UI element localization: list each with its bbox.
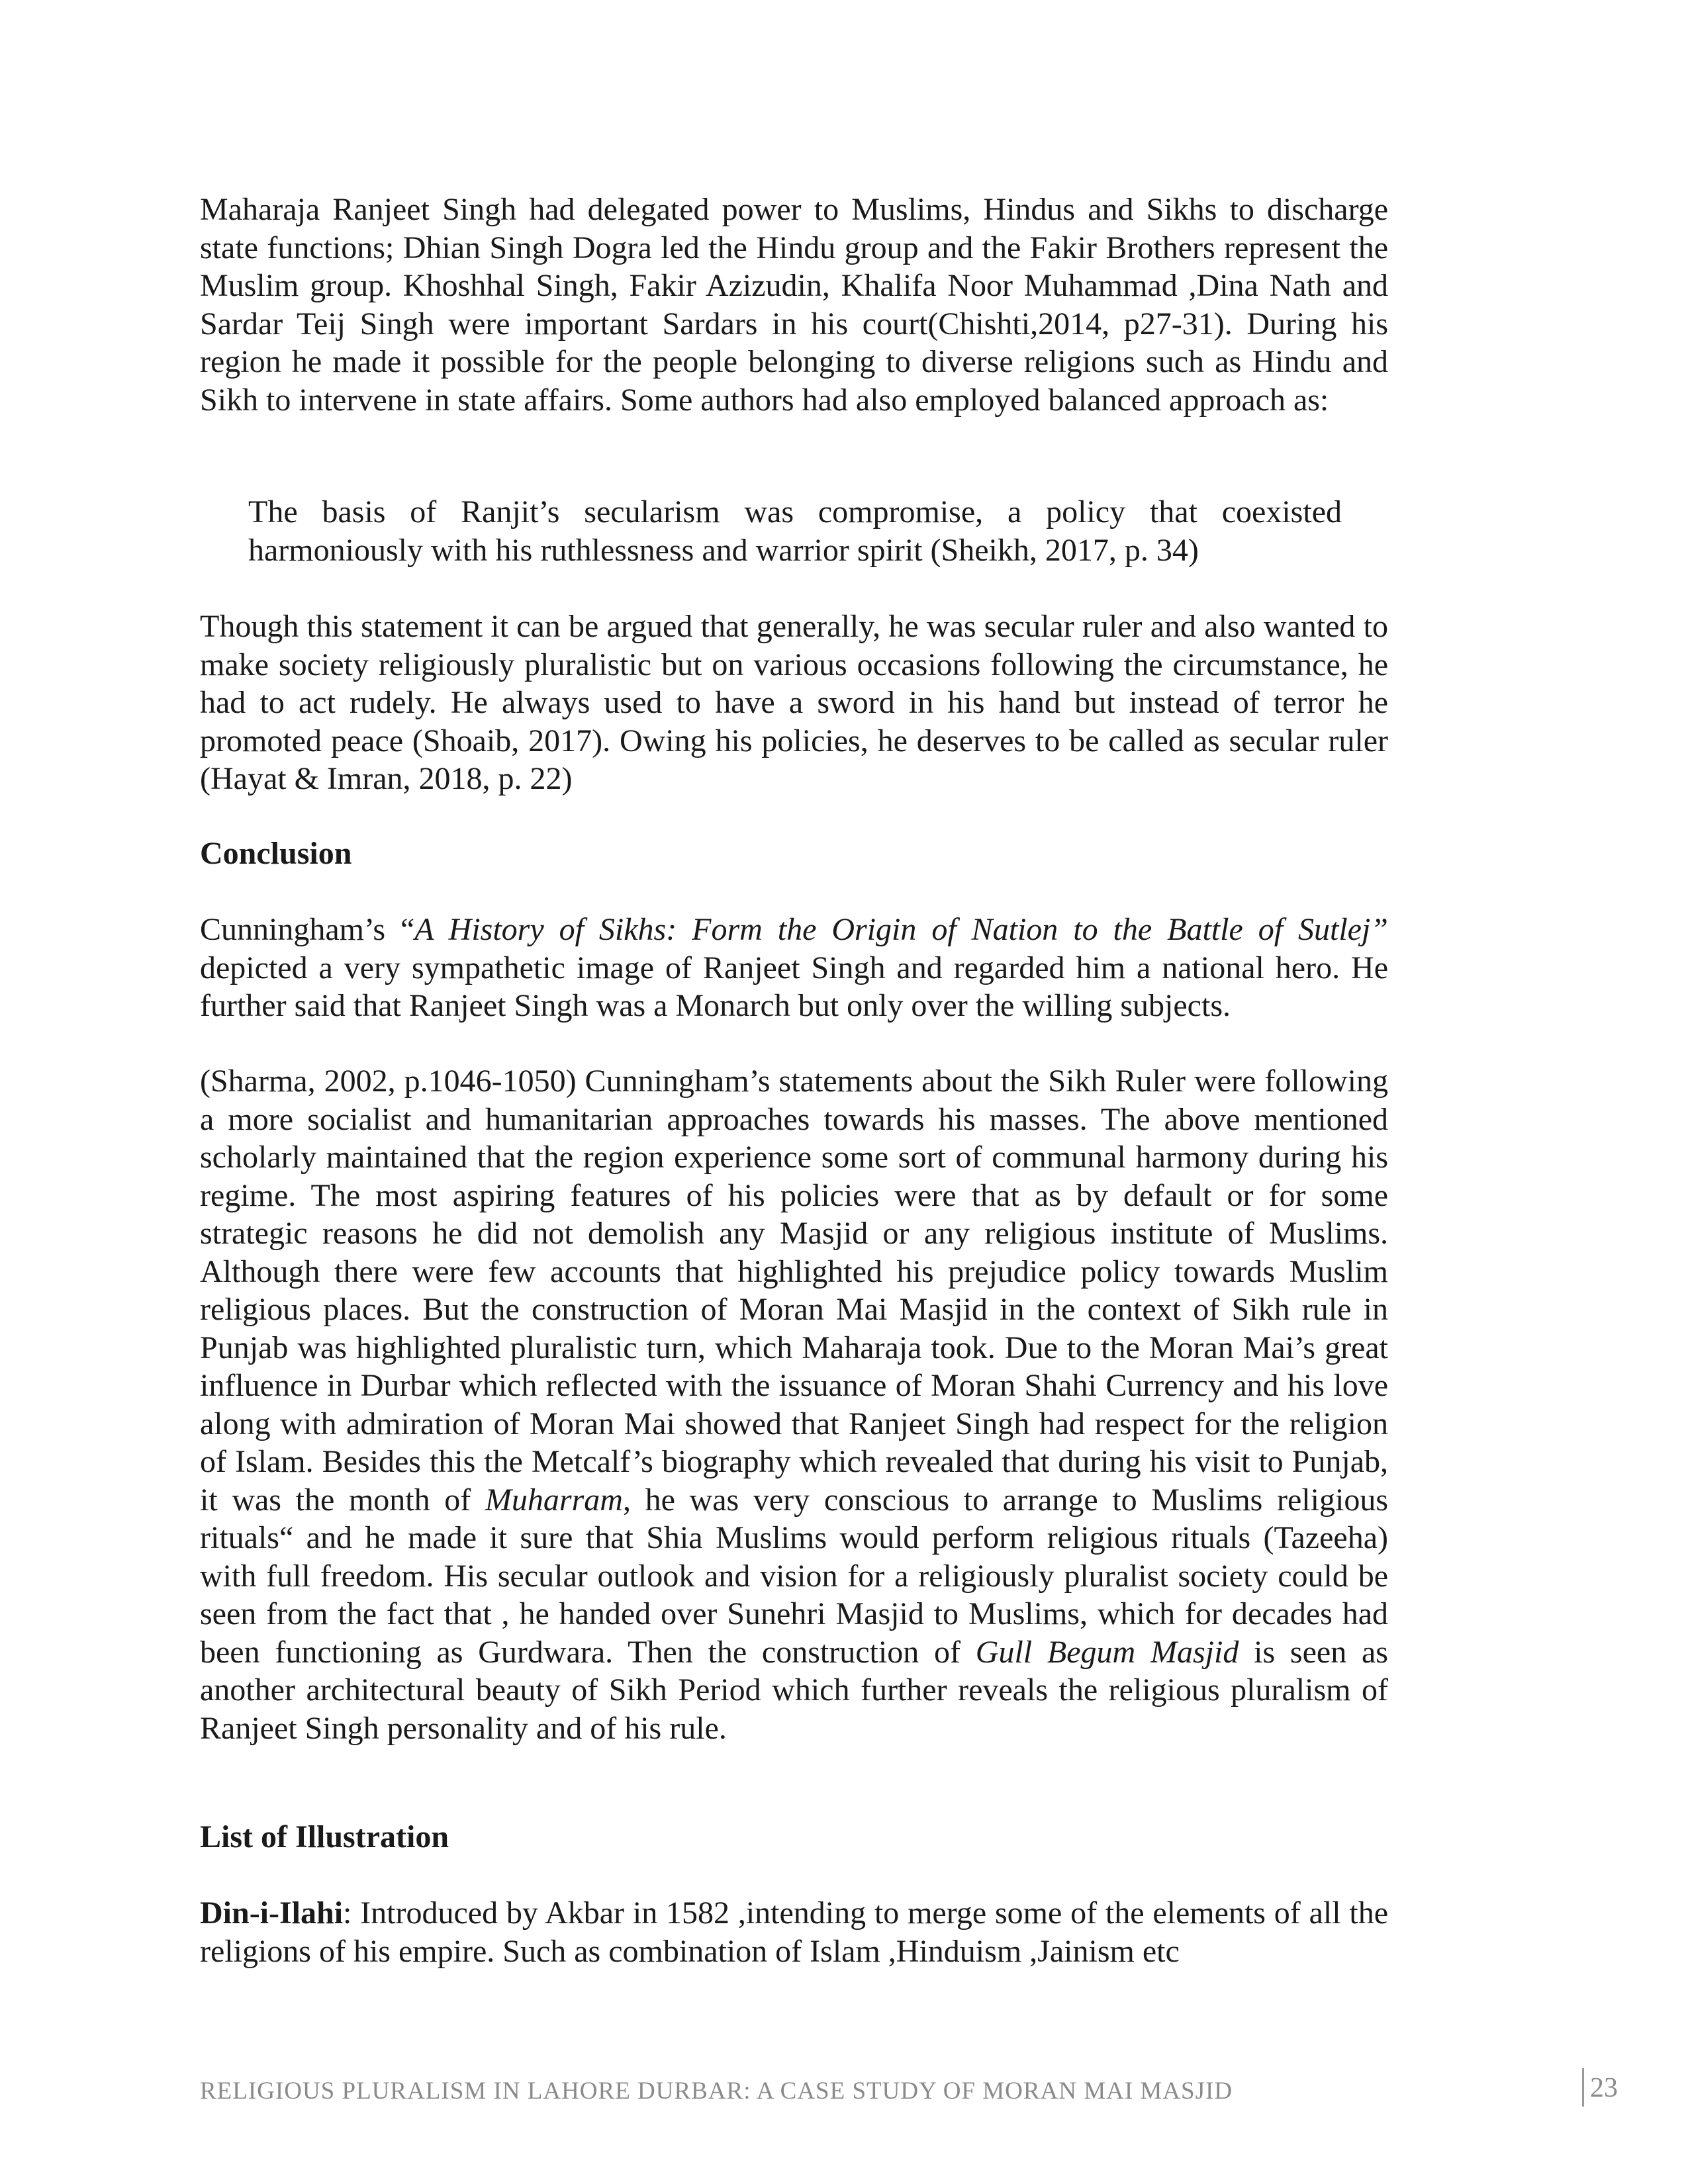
paragraph-delegated-power: Maharaja Ranjeet Singh had delegated power to Muslims, Hindus and Sikhs to discharge state functions; Dhian Singh Dogra led the Hindu group and the Fakir Brothers represent the Muslim group. Khoshhal Singh, Fakir Azizudin, Khalifa Noor Muhammad ,Dina Nath and Sardar Teij Singh were important Sardars in his court(Chishti,2014, p27-31). During his region he made it possible for the people belonging to diverse religions such as Hindu and Sikh to intervene in state affairs. Some authors had also employed balanced approach as:	[200, 192, 1388, 418]
paragraph-sharma	[200, 1062, 1388, 1747]
paragraph-cunningham	[200, 911, 1388, 1025]
term-muharram: Muharram	[485, 1482, 623, 1518]
heading-conclusion: Conclusion	[200, 836, 352, 871]
running-footer-title: RELIGIOUS PLURALISM IN LAHORE DURBAR: A CASE STUDY OF MORAN MAI MASJID	[200, 2077, 1233, 2105]
book-title: A History of Sikhs: Form the Origin of Nation to the Battle of Sutlej”	[414, 912, 1389, 947]
cunningham-intro: Cunningham’s “	[200, 912, 415, 947]
paragraph-din-i-ilahi	[200, 1894, 1388, 1970]
sharma-part-1: (Sharma, 2002, p.1046-1050) Cunningham’s statements about the Sikh Ruler were following a more socialist and humanitarian approaches towards his masses. The above mentioned scholarly maintained that the region experience some sort of communal harmony during his regime. The most aspiring features of his policies were that as by default or for some strategic reasons he did not demolish any Masjid or any religious institute of Muslims. Although there were few accounts that highlighted his prejudice policy towards Muslim religious places. But the construction of Moran Mai Masjid in the context of Sikh rule in Punjab was highlighted pluralistic turn, which Maharaja took. Due to the Moran Mai’s great influence in Durbar which reflected with the issuance of Moran Shahi Currency and his love along with admiration of Moran Mai showed that Ranjeet Singh had respect for the religion of Islam. Besides this the Metcalf’s biography which revealed that during his visit to Punjab, it was the month of	[200, 1064, 1388, 1518]
paragraph-secular-ruler: Though this statement it can be argued that generally, he was secular ruler and also wanted to make society religiously pluralistic but on various occasions following the circumstance, he had to act rudely. He always used to have a sword in his hand but instead of terror he promoted peace (Shoaib, 2017). Owing his policies, he deserves to be called as secular ruler (Hayat & Imran, 2018, p. 22)	[200, 609, 1388, 796]
block-quote-sheikh: The basis of Ranjit’s secularism was compromise, a policy that coexisted harmoniously with his ruthlessness and warrior spirit (Sheikh, 2017, p. 34)	[248, 494, 1342, 568]
footer-divider	[1582, 2068, 1584, 2107]
term-din-i-ilahi: Din-i-Ilahi	[200, 1895, 344, 1931]
heading-list-of-illustration: List of Illustration	[200, 1819, 449, 1854]
page-number: 23	[1590, 2073, 1618, 2103]
din-i-ilahi-definition: : Introduced by Akbar in 1582 ,intending to merge some of the elements of all the religions of his empire. Such as combination of Islam ,Hinduism ,Jainism etc	[200, 1895, 1388, 1969]
sharma-part-3: is seen as another architectural beauty of Sikh Period which further reveals the religious pluralism of Ranjeet Singh personality and of his rule.	[200, 1634, 1388, 1746]
cunningham-rest: depicted a very sympathetic image of Ranjeet Singh and regarded him a national hero. He further said that Ranjeet Singh was a Monarch but only over the willing subjects.	[200, 950, 1388, 1023]
term-gull-begum-masjid: Gull Begum Masjid	[975, 1634, 1239, 1670]
sharma-part-2: , he was very conscious to arrange to Muslims religious rituals“ and he made it sure that Shia Muslims would perform religious rituals (Tazeeha) with full freedom. His secular outlook and vision for a religiously pluralist society could be seen from the fact that , he handed over Sunehri Masjid to Muslims, which for decades had been functioning as Gurdwara. Then the construction of	[200, 1482, 1388, 1670]
